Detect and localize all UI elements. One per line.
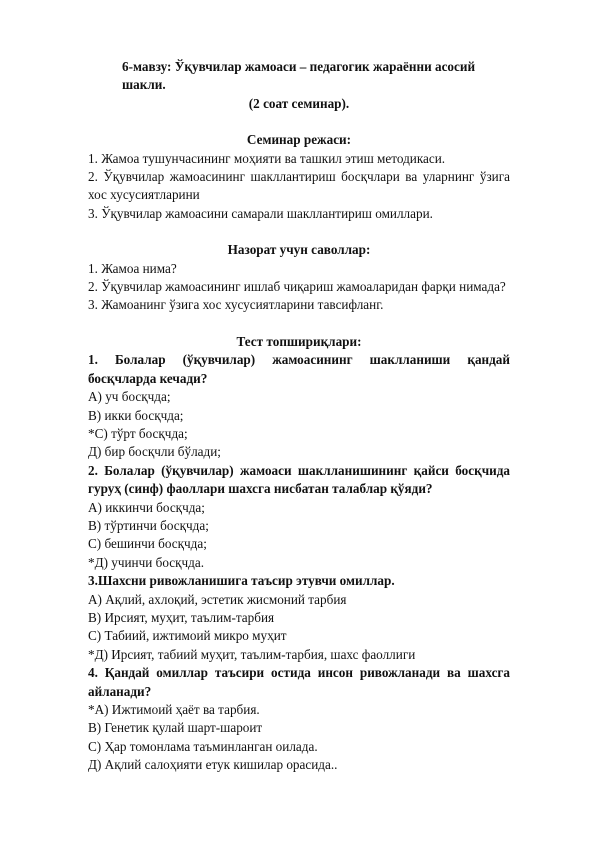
test-option: *А) Ижтимоий ҳаёт ва тарбия. — [88, 702, 260, 717]
test-option: С) Ҳар томонлама таъминланган оилада. — [88, 738, 318, 754]
test-option: *С) тўрт босқчда; — [88, 425, 188, 441]
control-question: 1. Жамоа нима? — [88, 260, 177, 276]
test-option: В) икки босқчда; — [88, 407, 184, 423]
test-option: В) тўртинчи босқчда; — [88, 517, 209, 533]
document-page — [88, 58, 510, 775]
topic-title: 6-мавзу: Ўқувчилар жамоаси – педагогик жараённи асосий шакли. — [122, 59, 476, 93]
test-option: А) иккинчи босқчда; — [88, 499, 205, 515]
plan-item: 3. Ўқувчилар жамоасини самарали шакллантириш омиллари. — [88, 205, 433, 221]
test-option: В) Ирсият, муҳит, таълим-тарбия — [88, 609, 275, 625]
test-option: Д) бир босқчли бўлади; — [88, 444, 221, 460]
test-option: *Д) учинчи босқчда. — [88, 554, 204, 570]
test-option: С) Табиий, ижтимоий микро муҳит — [88, 628, 287, 644]
seminar-plan-heading: Семинар режаси: — [246, 132, 352, 148]
plan-item: 1. Жамоа тушунчасининг моҳияти ва ташкил этиш методикаси. — [88, 150, 446, 166]
test-question: 3.Шахсни ривожланишига таъсир этувчи омиллар. — [88, 573, 395, 589]
control-question: 2. Ўқувчилар жамоасининг ишлаб чиқариш жамоаларидан фарқи нимада? — [88, 279, 506, 295]
test-option: *Д) Ирсият, табиий муҳит, таълим-тарбия, шахс фаоллиги — [88, 646, 416, 662]
control-question: 3. Жамоанинг ўзига хос хусусиятларини тавсифланг. — [88, 297, 384, 313]
test-option: В) Генетик қулай шарт-шароит — [88, 720, 263, 736]
test-option: А) уч босқчда; — [88, 389, 171, 405]
tests-heading: Тест топшириқлари: — [236, 333, 362, 349]
topic-subtitle: (2 соат семинар). — [248, 95, 350, 111]
plan-item: 2. Ўқувчилар жамоасининг шакллантириш босқчлари ва уларнинг ўзига хос хусусиятларини — [88, 169, 510, 203]
test-question: 1. Болалар (ўқувчилар) жамоасининг шаклланиши қандай босқчларда кечади? — [88, 352, 510, 386]
test-question: 2. Болалар (ўқувчилар) жамоаси шаклланишининг қайси босқчида гуруҳ (синф) фаоллари шахсга нисбатан талаблар қўяди? — [88, 462, 510, 497]
test-option: А) Ақлий, ахлоқий, эстетик жисмоний тарбия — [88, 591, 347, 607]
test-question: 4. Қандай омиллар таъсири остида инсон ривожланади ва шахсга айланади? — [88, 665, 510, 699]
control-questions-heading: Назорат учун саволлар: — [227, 242, 371, 258]
test-option: Д) Ақлий салоҳияти етук кишилар орасида.. — [88, 757, 338, 773]
test-option: С) бешинчи босқчда; — [88, 536, 207, 552]
